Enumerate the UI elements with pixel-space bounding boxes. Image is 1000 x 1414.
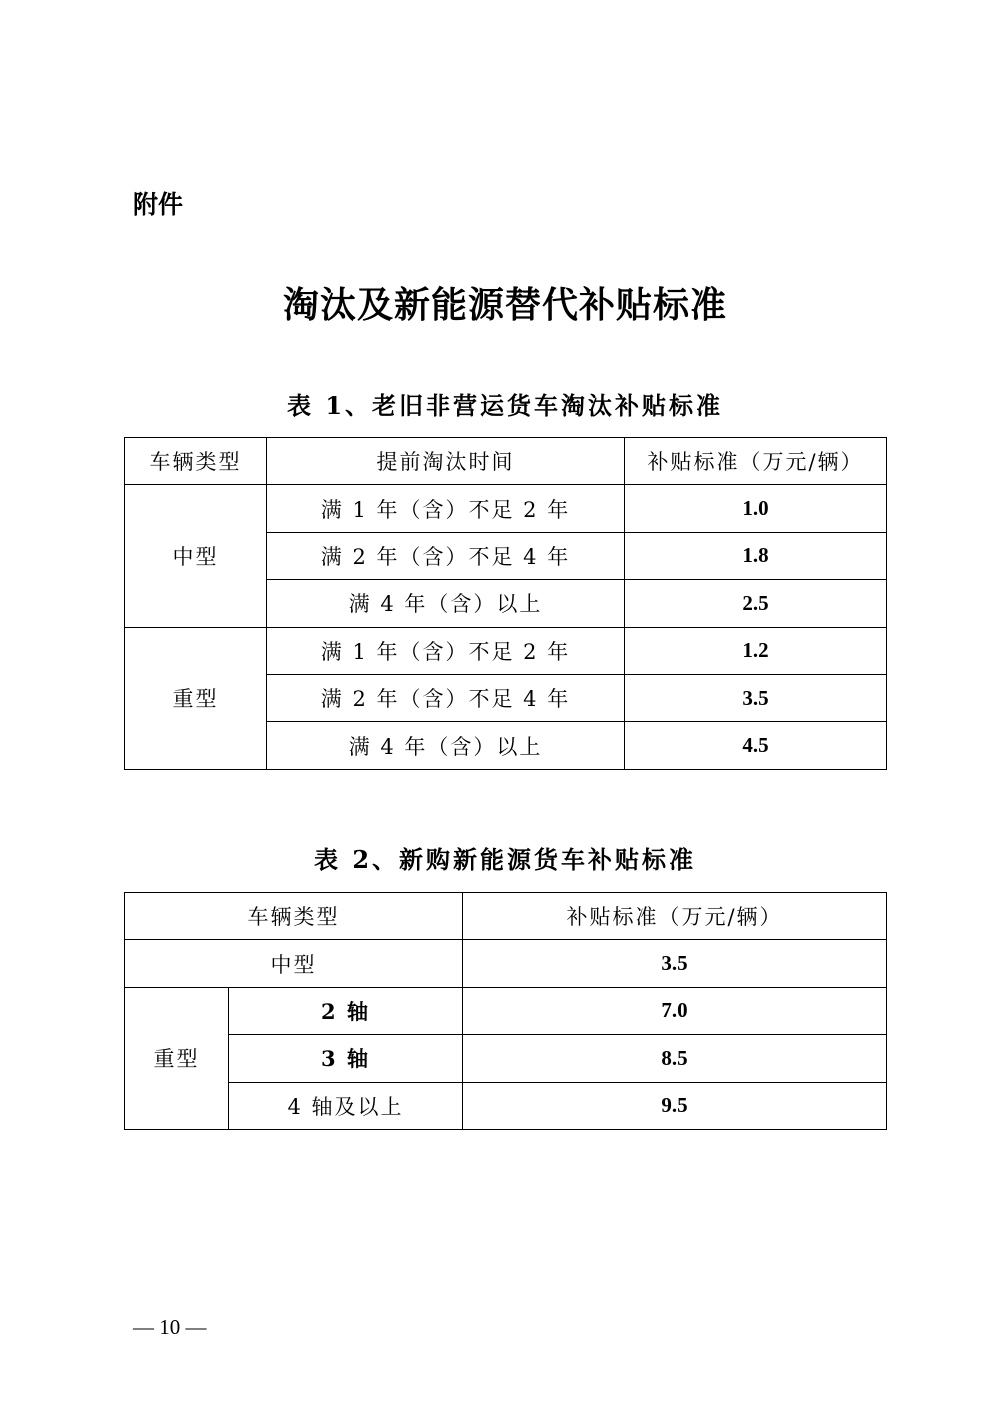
period-cell: 满 4 年（含）以上 — [267, 722, 625, 769]
subsidy-value-cell: 1.2 — [625, 627, 887, 674]
axle-cell: 3 轴 — [229, 1035, 463, 1082]
axle-cell: 2 轴 — [229, 987, 463, 1034]
subsidy-value-cell: 3.5 — [625, 674, 887, 721]
subsidy-value-cell: 1.0 — [625, 485, 887, 532]
vehicle-type-cell: 重型 — [125, 987, 229, 1129]
table-row — [125, 627, 887, 674]
header-subsidy: 补贴标准（万元/辆） — [625, 438, 887, 485]
new-energy-subsidy-table — [124, 892, 887, 1130]
vehicle-type-cell: 中型 — [125, 485, 267, 627]
header-subsidy: 补贴标准（万元/辆） — [463, 893, 887, 940]
vehicle-type-cell: 重型 — [125, 627, 267, 769]
attachment-label: 附件 — [133, 190, 184, 219]
header-vehicle-type: 车辆类型 — [125, 893, 463, 940]
table-row — [125, 1082, 887, 1129]
table1-caption: 表 1、老旧非营运货车淘汰补贴标准 — [286, 391, 724, 420]
subsidy-value-cell: 4.5 — [625, 722, 887, 769]
subsidy-value-cell: 1.8 — [625, 532, 887, 579]
period-cell: 满 4 年（含）以上 — [267, 580, 625, 627]
period-cell: 满 1 年（含）不足 2 年 — [267, 627, 625, 674]
vehicle-type-cell: 中型 — [125, 940, 463, 987]
subsidy-value-cell: 8.5 — [463, 1035, 887, 1082]
header-vehicle-type: 车辆类型 — [125, 438, 267, 485]
elimination-subsidy-table — [124, 437, 887, 770]
document-title: 淘汰及新能源替代补贴标准 — [282, 284, 727, 326]
axle-cell: 4 轴及以上 — [229, 1082, 463, 1129]
header-early-period: 提前淘汰时间 — [267, 438, 625, 485]
page-number: — 10 — — [133, 1315, 207, 1339]
table2-caption: 表 2、新购新能源货车补贴标准 — [313, 845, 697, 874]
table-row — [125, 485, 887, 532]
subsidy-value-cell: 2.5 — [625, 580, 887, 627]
subsidy-value-cell: 7.0 — [463, 987, 887, 1034]
subsidy-value-cell: 9.5 — [463, 1082, 887, 1129]
period-cell: 满 1 年（含）不足 2 年 — [267, 485, 625, 532]
table-row — [125, 1035, 887, 1082]
table-header-row — [125, 438, 887, 485]
table-row — [125, 940, 887, 987]
table-header-row — [125, 893, 887, 940]
period-cell: 满 2 年（含）不足 4 年 — [267, 532, 625, 579]
subsidy-value-cell: 3.5 — [463, 940, 887, 987]
period-cell: 满 2 年（含）不足 4 年 — [267, 674, 625, 721]
table-row — [125, 987, 887, 1034]
